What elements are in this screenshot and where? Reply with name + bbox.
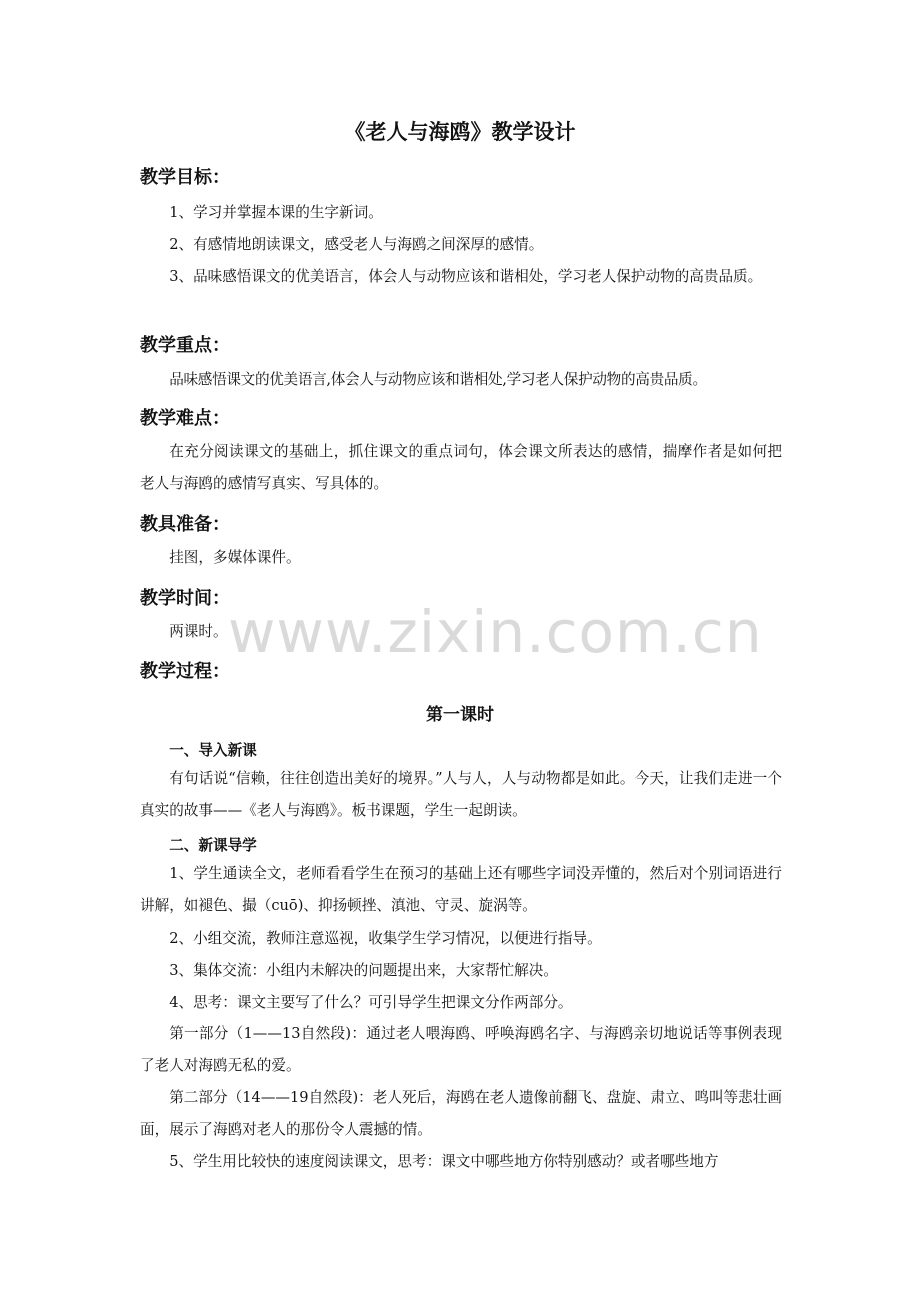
goal-item: 3、品味感悟课文的优美语言，体会人与动物应该和谐相处，学习老人保护动物的高贵品质。 [169,268,763,285]
part2-item: 2、小组交流，教师注意巡视，收集学生学习情况，以便进行指导。 [169,930,602,947]
part1-text: 有句话说“信赖，往往创造出美好的境界。”人与人，人与动物都是如此。今天，让我们走进一个真实的故事——《老人与海鸥》。板书课题，学生一起朗读。 [140,770,782,819]
difficulties-heading: 教学难点： [140,408,230,429]
difficulties-text: 在充分阅读课文的基础上，抓住课文的重点词句，体会课文所表达的感情，揣摩作者是如何把老人与海鸥的感情写真实、写具体的。 [140,443,782,492]
part1-heading: 一、导入新课 [169,742,257,759]
part2-item: 第二部分（14——19自然段)：老人死后，海鸥在老人遗像前翻飞、盘旋、肃立、鸣叫等悲壮画面，展示了海鸥对老人的那份令人震撼的情。 [140,1089,782,1138]
part2-item: 1、学生通读全文，老师看看学生在预习的基础上还有哪些字词没弄懂的，然后对个别词语进行讲解，如褪色、撮（cuō)、抑扬顿挫、滇池、守灵、旋涡等。 [140,865,782,914]
part2-item: 5、学生用比较快的速度阅读课文，思考：课文中哪些地方你特别感动？或者哪些地方 [169,1153,719,1170]
goal-item: 1、学习并掌握本课的生字新词。 [169,204,383,221]
tools-heading: 教具准备： [140,514,230,535]
part2-item: 3、集体交流：小组内未解决的问题提出来，大家帮忙解决。 [169,962,558,979]
tools-text: 挂图，多媒体课件。 [169,549,301,566]
part2-item: 第一部分（1——13自然段)：通过老人喂海鸥、呼唤海鸥名字、与海鸥亲切地说话等事例表现了老人对海鸥无私的爱。 [140,1025,782,1074]
time-text: 两课时。 [169,623,228,640]
watermark: www.zixin.com.cn [228,598,763,666]
key-points-heading: 教学重点： [140,335,230,356]
part2-heading: 二、新课导学 [169,837,257,854]
time-heading: 教学时间： [140,588,230,609]
goals-heading: 教学目标： [140,167,230,188]
key-points-text: 品味感悟课文的优美语言,体会人与动物应该和谐相处,学习老人保护动物的高贵品质。 [169,371,707,388]
part2-item: 4、思考：课文主要写了什么？可引导学生把课文分作两部分。 [169,994,573,1011]
document-title: 《老人与海鸥》教学设计 [344,120,576,144]
lesson-title: 第一课时 [426,705,494,725]
process-heading: 教学过程： [140,661,230,682]
goal-item: 2、有感情地朗读课文，感受老人与海鸥之间深厚的感情。 [169,236,544,253]
